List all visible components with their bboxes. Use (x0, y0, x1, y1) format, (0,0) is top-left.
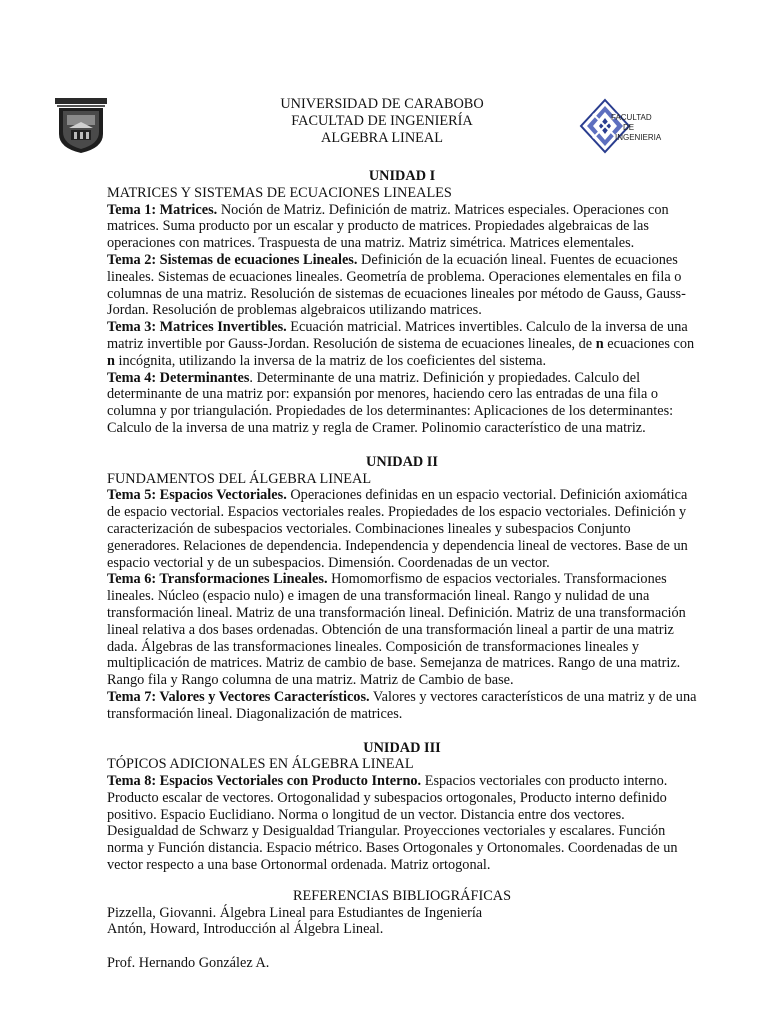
topic-8 (107, 773, 697, 874)
topic-1-label: Tema 1: Matrices. (107, 201, 218, 218)
topic-7 (107, 689, 697, 723)
unit-2-subtitle: FUNDAMENTOS DEL ÁLGEBRA LINEAL (107, 470, 372, 487)
topic-6-text: Homomorfismo de espacios vectoriales. Transformaciones lineales. Núcleo (espacio nulo) e imagen de una transformación lineal. Rango y nulidad de una transformación lineal. Matriz de una transformación lineal. Definición. Matriz de una transformación lineal relativa a dos bases ordenadas. Obtención de una transformación lineal a partir de una matriz dada. Álgebras de las transformaciones lineales. Composición de transformaciones lineales y multiplicación de matrices. Matriz de cambio de base. Semejanza de matrices. Rango de una matriz. Rango fila y Rango columna de una matriz. Matriz de Cambio de base. (107, 571, 686, 689)
topic-3-n2: n (107, 352, 115, 369)
syllabus-page (107, 96, 697, 972)
topic-7-text: Valores y vectores característicos de una matriz y de una transformación lineal. Diagonalización de matrices. (107, 688, 697, 722)
topic-8-text: Espacios vectoriales con producto interno. Producto escalar de vectores. Ortogonalidad y subespacios ortogonales, Producto interno definido positivo. Espacio Euclidiano. Norma o longitud de un vector. Distancia entre dos vectores. Desigualdad de Schwarz y Desigualdad Triangular. Proyecciones vectoriales y escalares. Función norma y Función distancia. Espacio métrico. Bases Ortogonales y Ortonomales. Coordenadas de un vector respecto a una base Ortonormal ordenada. Matriz ortogonal. (107, 773, 678, 874)
topic-4-text: . Determinante de una matriz. Definición y propiedades. Calculo del determinante de una matriz por: expansión por menores, haciendo cero las entradas de una fila o columna y por triangulación. Propiedades de los determinantes: Aplicaciones de los determinantes: Calculo de la inversa de una matriz y regla de Cramer. Polinomio característico de una matriz. (107, 369, 674, 436)
topic-7-label: Tema 7: Valores y Vectores Característicos. (107, 688, 370, 705)
university-name: UNIVERSIDAD DE CARABOBO (280, 96, 484, 112)
topic-1 (107, 202, 697, 252)
document-header (107, 96, 697, 158)
topic-6 (107, 571, 697, 689)
reference-item: Pizzella, Giovanni. Álgebra Lineal para Estudiantes de Ingeniería (107, 904, 483, 921)
topic-3 (107, 319, 697, 369)
references-title: REFERENCIAS BIBLIOGRÁFICAS (292, 887, 512, 904)
unit-2-title: UNIDAD II (366, 453, 438, 470)
topic-2 (107, 252, 697, 319)
topic-3-text-c: incógnita, utilizando la inversa de la matriz de los coeficientes del sistema. (114, 352, 547, 369)
faculty-logo (579, 98, 662, 154)
faculty-logo-text2: DE (623, 123, 635, 132)
reference-item: Antón, Howard, Introducción al Álgebra Lineal. (107, 921, 384, 938)
topic-4 (107, 370, 697, 437)
faculty-name: FACULTAD DE INGENIERÍA (291, 112, 473, 129)
topic-1-text: Noción de Matriz. Definición de matriz. Matrices especiales. Operaciones con matrices. Suma producto por un escalar y producto de matrices. Propiedades algebraicas de las operaciones con matrices. Traspuesta de una matriz. Matriz simétrica. Matrices elementales. (107, 201, 669, 252)
topic-3-text-b: ecuaciones con (603, 335, 695, 352)
topic-3-label: Tema 3: Matrices Invertibles. (107, 319, 287, 336)
topic-4-label: Tema 4: Determinantes (107, 369, 250, 386)
topic-2-label: Tema 2: Sistemas de ecuaciones Lineales. (107, 251, 358, 268)
topic-5 (107, 487, 697, 571)
faculty-logo-text1: FACULTAD (611, 113, 652, 122)
topic-3-n1: n (595, 335, 604, 352)
professor-name: Prof. Hernando González A. (107, 955, 270, 972)
faculty-logo-text3: INGENIERIA (615, 133, 662, 142)
topic-8-label: Tema 8: Espacios Vectoriales con Producto Interno. (107, 773, 422, 790)
university-crest-logo (55, 98, 107, 154)
unit-1-subtitle: MATRICES Y SISTEMAS DE ECUACIONES LINEALES (107, 184, 452, 201)
unit-1-title: UNIDAD I (368, 168, 436, 184)
unit-3-subtitle: TÓPICOS ADICIONALES EN ÁLGEBRA LINEAL (107, 756, 414, 773)
course-name: ALGEBRA LINEAL (321, 129, 443, 146)
topic-5-label: Tema 5: Espacios Vectoriales. (107, 487, 287, 504)
topic-3-text-a: Ecuación matricial. Matrices invertibles. Calculo de la inversa de una matriz invertible por Gauss-Jordan. Resolución de sistema de ecuaciones lineales, de (107, 319, 688, 352)
topic-5-text: Operaciones definidas en un espacio vectorial. Definición axiomática de espacio vectorial. Espacios vectoriales reales. Propiedades de los espacio vectoriales. Definición y caracterización de subespacios vectoriales. Combinaciones lineales y subespacios Conjunto generadores. Relaciones de dependencia. Independencia y dependencia lineal de vectores. Base de un espacio vectorial y de un subespacios. Dimensión. Coordenadas de un vector. (107, 487, 688, 571)
topic-6-label: Tema 6: Transformaciones Lineales. (107, 571, 328, 588)
topic-2-text: Definición de la ecuación lineal. Fuentes de ecuaciones lineales. Sistemas de ecuaciones lineales. Geometría de problema. Operaciones elementales en fila o columnas de una matriz. Resolución de sistemas de ecuaciones lineales por método de Gauss, Gauss-Jordan. Resolución de problemas algebraicos utilizando matrices. (107, 251, 686, 319)
unit-3-title: UNIDAD III (363, 739, 441, 756)
